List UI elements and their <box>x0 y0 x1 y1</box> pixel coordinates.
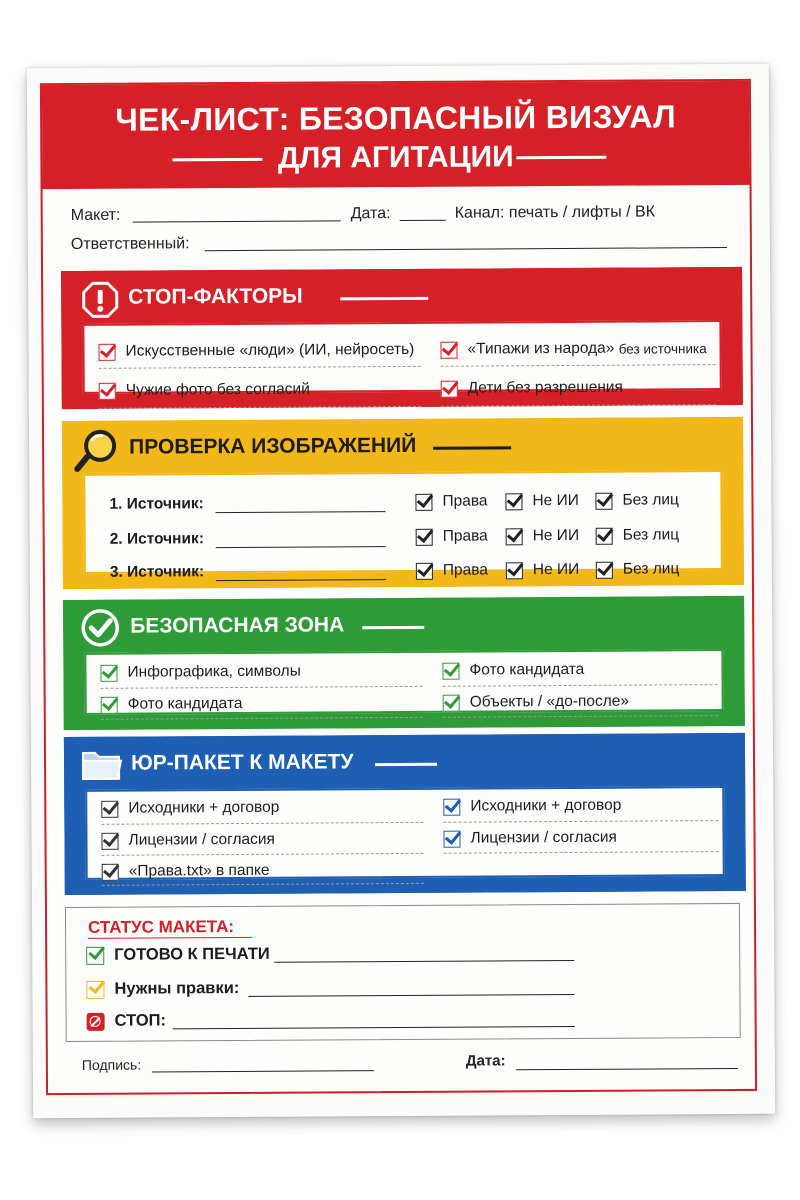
status-title: СТАТУС МАКЕТА: <box>87 917 235 937</box>
status-stop-field[interactable] <box>173 1026 575 1029</box>
legal-title-rule <box>375 763 437 766</box>
status-ready-field[interactable] <box>274 960 574 963</box>
stop-item-children[interactable]: Дети без разрешения <box>441 379 623 398</box>
safe-item-infographics[interactable]: Инфографика, символы <box>100 663 300 682</box>
check-title-rule <box>433 446 511 449</box>
checkbox-checked[interactable] <box>99 382 116 399</box>
image-check-list <box>83 470 723 581</box>
legal-item-licenses-2[interactable]: Лицензии / согласия <box>443 829 616 848</box>
source-1-field[interactable] <box>216 511 386 513</box>
check-circle-icon <box>80 608 120 648</box>
safe-zone-title: БЕЗОПАСНАЯ ЗОНА <box>130 613 345 638</box>
status-stop[interactable]: СТОП: <box>87 1011 166 1030</box>
safe-zone-section <box>63 596 745 730</box>
legal-pack-title: ЮР-ПАКЕТ К МАКЕТУ <box>130 750 354 775</box>
stop-factors-list <box>82 320 721 399</box>
magnifier-icon <box>73 428 123 474</box>
checkbox-checked[interactable] <box>98 343 115 360</box>
legal-item-sources-contract-1[interactable]: Исходники + договор <box>101 799 279 818</box>
stop-factors-title: СТОП-ФАКТОРЫ <box>128 284 303 309</box>
source-2-rights[interactable]: Права <box>416 527 488 545</box>
safe-title-rule <box>362 626 424 629</box>
image-check-title: ПРОВЕРКА ИЗОБРАЖЕНИЙ <box>129 433 417 459</box>
title-line-2: ДЛЯ АГИТАЦИИ <box>277 140 514 175</box>
title-banner <box>42 81 750 189</box>
responsible-label: Ответственный: <box>70 235 190 254</box>
status-fixes-field[interactable] <box>248 994 574 997</box>
source-2-not-ai[interactable]: Не ИИ <box>506 527 580 545</box>
legal-pack-section <box>64 733 746 895</box>
safe-item-objects[interactable]: Объекты / «до-после» <box>443 693 629 712</box>
footer-date-label: Дата: <box>465 1052 506 1070</box>
date-label: Дата: <box>350 205 391 223</box>
source-2-no-faces[interactable]: Без лиц <box>596 526 680 545</box>
status-needs-fixes[interactable]: Нужны правки: <box>86 979 239 999</box>
status-ready[interactable]: ГОТОВО К ПЕЧАТИ <box>86 945 270 965</box>
source-1-no-faces[interactable]: Без лиц <box>595 491 679 510</box>
source-3-field[interactable] <box>216 579 386 581</box>
source-2-field[interactable] <box>216 546 386 548</box>
source-3-no-faces[interactable]: Без лиц <box>596 560 680 579</box>
source-3-label: 3. Источник: <box>109 563 205 581</box>
image-check-section <box>62 417 744 589</box>
title-line-1: ЧЕК-ЛИСТ: БЕЗОПАСНЫЙ ВИЗУАЛ <box>115 98 676 138</box>
channel-text: Канал: печать / лифты / ВК <box>454 203 656 222</box>
folder-icon <box>81 747 123 783</box>
responsible-field[interactable] <box>205 247 727 251</box>
source-2-label: 2. Источник: <box>109 530 205 548</box>
exclamation-icon <box>80 280 120 320</box>
source-1-label: 1. Источник: <box>109 495 204 513</box>
safe-zone-list <box>84 649 723 715</box>
layout-label: Макет: <box>70 206 121 225</box>
legal-pack-list <box>85 786 725 880</box>
layout-status-box <box>65 903 741 1042</box>
source-1-not-ai[interactable]: Не ИИ <box>505 492 579 510</box>
source-3-not-ai[interactable]: Не ИИ <box>506 561 580 579</box>
legal-item-licenses-1[interactable]: Лицензии / согласия <box>101 831 274 850</box>
safe-item-candidate-photo-2[interactable]: Фото кандидата <box>101 695 243 714</box>
signature-label: Подпись: <box>81 1056 142 1073</box>
footer-date-field[interactable] <box>516 1068 738 1070</box>
layout-field[interactable] <box>133 220 341 222</box>
checkbox-checked[interactable] <box>440 341 457 358</box>
checklist-frame <box>40 79 757 1095</box>
stop-factors-section <box>61 267 743 409</box>
stop-item-ai-people[interactable]: Искусственные «люди» (ИИ, нейросеть) <box>98 341 414 361</box>
legal-item-rights-txt[interactable]: «Права.txt» в папке <box>102 862 270 881</box>
stop-icon <box>87 1012 105 1030</box>
safe-item-candidate-photo-1[interactable]: Фото кандидата <box>442 661 584 680</box>
source-1-rights[interactable]: Права <box>415 492 487 510</box>
legal-item-sources-contract-2[interactable]: Исходники + договор <box>443 797 621 816</box>
signature-field[interactable] <box>152 1070 374 1072</box>
stop-item-foreign-photos[interactable]: Чужие фото без согласий <box>99 381 310 400</box>
stop-item-folk-types[interactable]: «Типажи из народа» без источника <box>440 339 706 359</box>
stop-title-rule <box>340 297 428 300</box>
checkbox-checked[interactable] <box>441 380 458 397</box>
checklist-sheet <box>27 64 775 1119</box>
title-rule-right <box>516 156 606 160</box>
date-field[interactable] <box>400 220 446 221</box>
source-3-rights[interactable]: Права <box>416 561 488 579</box>
